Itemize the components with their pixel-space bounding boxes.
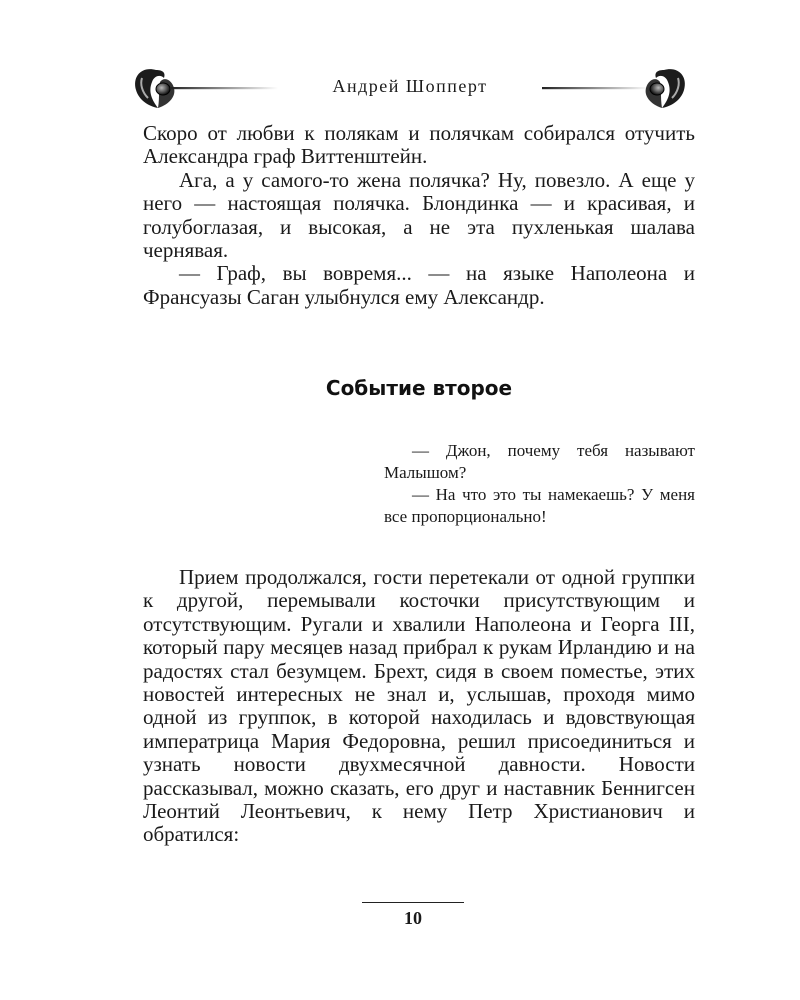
heart-ornament-icon <box>540 62 690 114</box>
body-text-bottom <box>143 566 695 847</box>
paragraph: Скоро от любви к полякам и полячкам собирался отучить Александра граф Виттенштейн. <box>143 121 695 169</box>
epigraph-line: — Джон, почему тебя называют Малышом? <box>384 441 695 482</box>
paragraph: Прием продолжался, гости перетекали от одной группки к другой, перемывали косточки присутствующим и отсутствующим. Ругали и хвалили Наполеона и Георга III, который пару месяцев назад прибрал к рукам Ирландию и на радостях стал безумцем. Брехт, сидя в своем поместье, этих новостей интересных не знал и, услышав, проходя мимо одной из группок, в которой находилась и вдовствующая императрица Мария Федоровна, решил присоединиться и узнать новости двухмесячной давности. Новости рассказывал, можно сказать, его друг и наставник Беннигсен Леонтий Леонтьевич, к нему Петр Христианович и обратился: <box>143 565 695 847</box>
book-author: Андрей Шопперт <box>332 76 488 96</box>
paragraph: Ага, а у самого-то жена полячка? Ну, повезло. А еще у него — настоящая полячка. Блондинка — и красивая, и голубоглазая, и высокая, а не эта пухленькая шалава чернявая. <box>143 167 695 263</box>
epigraph <box>384 440 695 528</box>
page-number: 10 <box>404 908 422 928</box>
epigraph-line: — На что это ты намекаешь? У меня все пропорционально! <box>384 485 695 526</box>
chapter-title: Событие второе <box>325 376 513 400</box>
body-text-top <box>143 122 695 309</box>
footer-divider <box>362 902 464 903</box>
running-header <box>130 62 690 114</box>
paragraph: — Граф, вы вовремя... — на языке Наполеона и Франсуазы Саган улыбнулся ему Александр. <box>143 261 695 309</box>
